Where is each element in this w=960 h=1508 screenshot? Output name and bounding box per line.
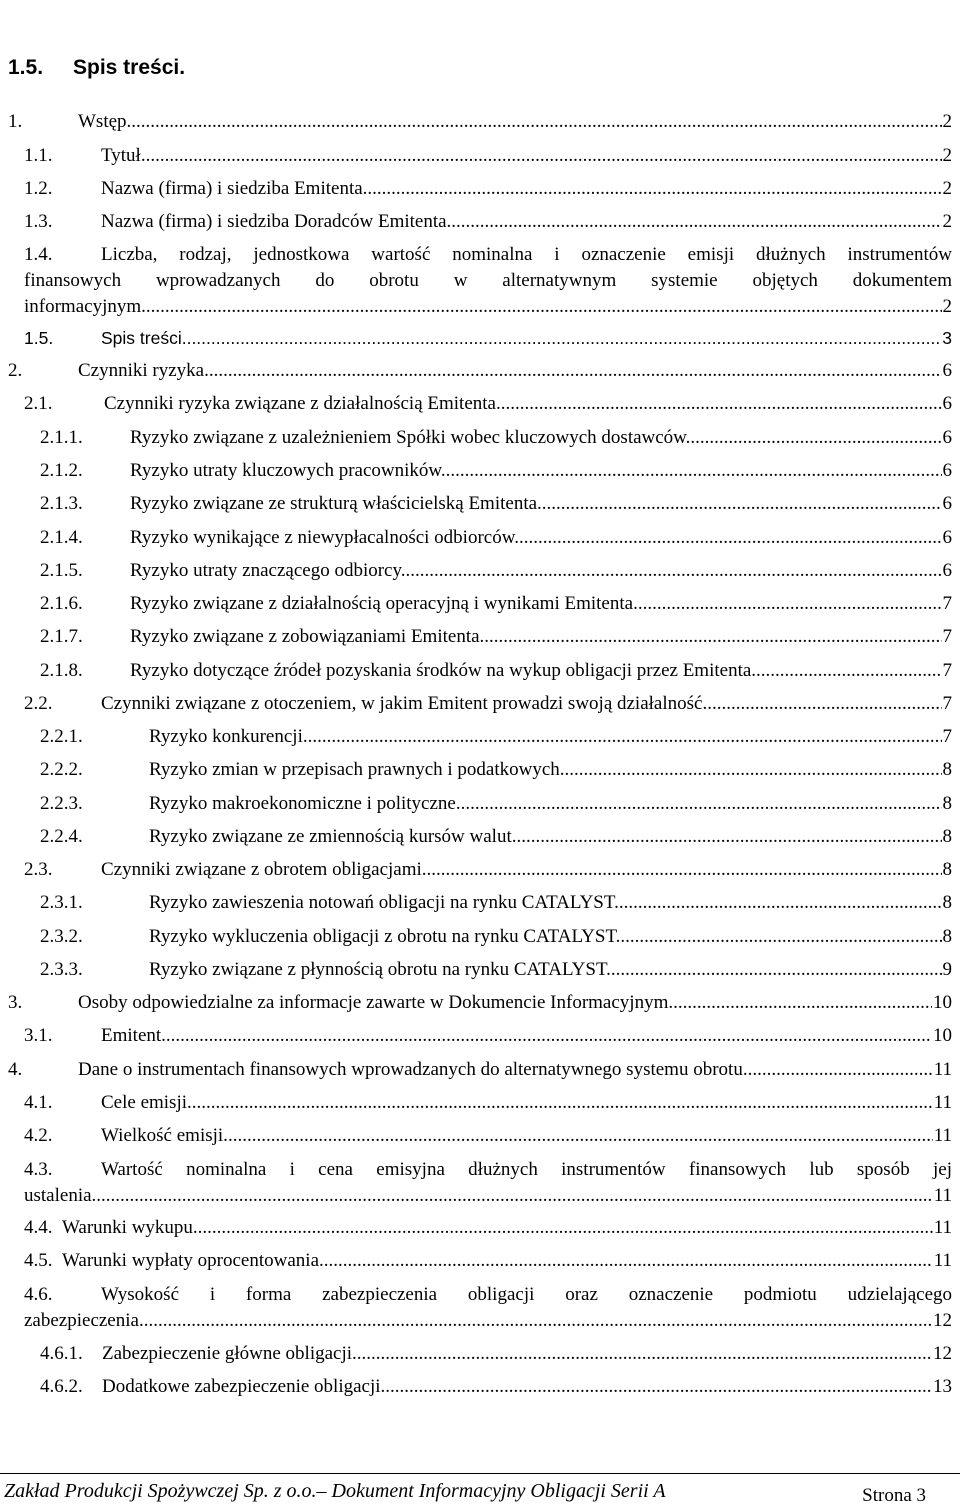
toc-leader — [748, 1058, 933, 1082]
toc-entry[interactable] — [24, 177, 952, 201]
toc-page: 7 — [942, 726, 952, 747]
toc-leader — [446, 459, 942, 483]
toc-page: 8 — [942, 926, 952, 947]
toc-number: 2.3.3. — [40, 959, 83, 980]
toc-entry[interactable] — [24, 210, 952, 234]
toc-leader — [192, 1091, 933, 1115]
toc-leader — [565, 758, 942, 782]
toc-number: 4.6. — [24, 1284, 53, 1305]
toc-title-line — [24, 1183, 952, 1209]
toc-title: Ryzyko dotyczące źródeł pozyskania środków na wykup obligacji przez Emitenta. — [130, 660, 757, 681]
toc-leader — [209, 359, 942, 383]
toc-leader — [96, 1183, 932, 1209]
toc-title: Tytuł. — [101, 145, 146, 166]
toc-title: Ryzyko związane ze strukturą właścicielską Emitenta. — [130, 493, 542, 514]
toc-page: 9 — [942, 959, 952, 980]
toc-title: Ryzyko związane z działalnością operacyjną i wynikami Emitenta. — [130, 593, 638, 614]
toc-leader — [367, 177, 941, 201]
footer-page-number: Strona 3 — [862, 1485, 926, 1506]
toc-number: 2.1.3. — [40, 493, 83, 514]
toc-entry[interactable] — [40, 559, 952, 583]
toc-number: 2.1.8. — [40, 660, 83, 681]
toc-title: Ryzyko związane z uzależnieniem Spółki wobec kluczowych dostawców. — [130, 427, 691, 448]
toc-page: 11 — [933, 1250, 952, 1271]
heading-number: 1.5. — [8, 56, 44, 79]
toc-title: Wstęp. — [78, 111, 132, 132]
toc-entry[interactable] — [8, 110, 952, 134]
toc-number: 2.1.5. — [40, 560, 83, 581]
toc-entry[interactable] — [40, 592, 952, 616]
toc-entry[interactable] — [40, 825, 952, 849]
toc-number: 2.1.6. — [40, 593, 83, 614]
toc-number: 2.3.2. — [40, 926, 83, 947]
toc-title: Ryzyko utraty kluczowych pracowników. — [130, 460, 446, 481]
toc-entry[interactable] — [40, 1342, 952, 1366]
toc-number: 2. — [8, 360, 23, 381]
toc-entry[interactable] — [24, 858, 952, 882]
toc-page: 2 — [942, 178, 952, 199]
toc-number: 4. — [8, 1059, 23, 1080]
toc-leader — [619, 891, 942, 915]
toc-number: 3.1. — [24, 1025, 53, 1046]
toc-title: Czynniki związane z obrotem obligacjami. — [101, 859, 427, 880]
toc-page: 7 — [942, 593, 952, 614]
toc-page: 8 — [942, 826, 952, 847]
toc-page: 13 — [933, 1376, 952, 1397]
toc-title: Ryzyko zmian w przepisach prawnych i podatkowych. — [149, 759, 565, 780]
toc-page: 8 — [942, 892, 952, 913]
toc-number: 2.2. — [24, 693, 53, 714]
toc-title-line: finansowych wprowadzanych do obrotu w alternatywnym systemie objętych dokumentem — [24, 270, 952, 291]
section-heading — [8, 56, 185, 80]
toc-title: Zabezpieczenie główne obligacji. — [102, 1343, 357, 1364]
toc-leader — [611, 958, 942, 982]
toc-leader — [198, 1216, 933, 1240]
toc-leader — [690, 426, 941, 450]
toc-title: Ryzyko związane z płynnością obrotu na rynku CATALYST. — [149, 959, 611, 980]
toc-title: Spis treści — [101, 328, 182, 348]
toc-number: 1.2. — [24, 178, 53, 199]
toc-entry[interactable] — [40, 758, 952, 782]
toc-page: 7 — [942, 660, 952, 681]
toc-number: 2.1. — [24, 393, 53, 414]
toc-page: 2 — [942, 296, 952, 317]
toc-title: Czynniki ryzyka. — [78, 360, 209, 381]
toc-entry[interactable] — [24, 1249, 952, 1273]
toc-leader — [228, 1124, 933, 1148]
toc-page: 11 — [933, 1059, 952, 1080]
toc-title: Nazwa (firma) i siedziba Emitenta. — [101, 178, 368, 199]
toc-entry[interactable] — [40, 925, 952, 949]
toc-number: 4.5. — [24, 1250, 53, 1271]
toc-number: 2.2.2. — [40, 759, 83, 780]
toc-title: informacyjnym. — [24, 296, 146, 317]
toc-title: Ryzyko zawieszenia notowań obligacji na rynku CATALYST. — [149, 892, 619, 913]
toc-entry[interactable] — [40, 492, 952, 516]
toc-number: 1. — [8, 111, 23, 132]
toc-page: 10 — [933, 992, 952, 1013]
toc-leader — [308, 725, 942, 749]
toc-number: 2.1.4. — [40, 527, 83, 548]
toc-page: 6 — [942, 527, 952, 548]
toc-entry[interactable] — [24, 1282, 952, 1334]
toc-page: 11 — [933, 1092, 952, 1113]
toc-leader — [501, 392, 942, 416]
toc-leader — [357, 1342, 932, 1366]
toc-number: 2.1.7. — [40, 626, 83, 647]
toc-title: ustalenia. — [24, 1185, 97, 1206]
toc-leader — [144, 1308, 932, 1334]
toc-number: 1.4. — [24, 244, 53, 265]
toc-page: 8 — [942, 759, 952, 780]
toc-leader — [166, 1024, 932, 1048]
toc-title: Wartość nominalna i cena emisyjna dłużnych instrumentów finansowych lub sposób jej — [101, 1159, 952, 1180]
toc-number: 2.1.1. — [40, 427, 83, 448]
toc-leader — [427, 858, 942, 882]
toc-title-line — [24, 1282, 952, 1308]
toc-title-line — [24, 1308, 952, 1334]
toc-title: Czynniki związane z otoczeniem, w jakim Emitent prowadzi swoją działalność. — [101, 693, 708, 714]
toc-page: 6 — [942, 493, 952, 514]
toc-entry[interactable] — [40, 659, 952, 683]
toc-number: 3. — [8, 992, 23, 1013]
toc-entry[interactable] — [24, 242, 952, 320]
toc-title-line — [24, 294, 952, 320]
toc-page: 7 — [942, 693, 952, 714]
toc-entry[interactable] — [40, 891, 952, 915]
toc-title: Ryzyko wynikające z niewypłacalności odbiorców. — [130, 527, 519, 548]
toc-entry[interactable] — [40, 725, 952, 749]
toc-page: 10 — [933, 1025, 952, 1046]
toc-leader — [517, 825, 942, 849]
toc-title: Emitent. — [101, 1025, 166, 1046]
toc-number: 2.1.2. — [40, 460, 83, 481]
heading-title: Spis treści. — [73, 56, 186, 79]
toc-entry[interactable] — [24, 326, 952, 350]
toc-page: 7 — [942, 626, 952, 647]
toc-entry[interactable] — [24, 1124, 952, 1148]
toc-title: Osoby odpowiedzialne za informacje zawarte w Dokumencie Informacyjnym. — [78, 992, 674, 1013]
toc-title: Ryzyko utraty znaczącego odbiorcy. — [130, 560, 406, 581]
toc-leader — [146, 144, 942, 168]
toc-entry[interactable] — [24, 144, 952, 168]
toc-leader — [131, 110, 941, 134]
toc-entry[interactable] — [40, 958, 952, 982]
toc-title: Wielkość emisji. — [101, 1125, 228, 1146]
toc-page: 6 — [942, 560, 952, 581]
toc-leader — [447, 210, 942, 234]
toc-page: 12 — [933, 1310, 952, 1331]
toc-page: 6 — [942, 427, 952, 448]
toc-entry[interactable] — [40, 459, 952, 483]
toc-entry[interactable] — [40, 526, 952, 550]
toc-leader — [542, 492, 942, 516]
toc-title-line — [24, 1157, 952, 1183]
toc-title: Czynniki ryzyka związane z działalnością Emitenta. — [104, 393, 501, 414]
toc-title-line — [24, 242, 952, 268]
toc-leader — [620, 925, 941, 949]
toc-title: Wysokość i forma zabezpieczenia obligacji oraz oznaczenie podmiotu udzielającego — [101, 1284, 952, 1305]
toc-title: Ryzyko konkurencji. — [149, 726, 308, 747]
toc-leader — [182, 326, 942, 350]
toc-page: 8 — [942, 859, 952, 880]
toc-page: 6 — [942, 393, 952, 414]
toc-entry[interactable] — [40, 792, 952, 816]
toc-page: 12 — [933, 1343, 952, 1364]
toc-leader — [406, 559, 942, 583]
toc-number: 2.2.3. — [40, 793, 83, 814]
toc-leader — [461, 792, 942, 816]
toc-page: 2 — [942, 211, 952, 232]
toc-entry[interactable] — [24, 1091, 952, 1115]
toc-entry[interactable] — [40, 625, 952, 649]
toc-page: 6 — [942, 460, 952, 481]
toc-entry[interactable] — [8, 359, 952, 383]
toc-number: 4.3. — [24, 1159, 53, 1180]
toc-title: Dane o instrumentach finansowych wprowadzanych do alternatywnego systemu obrotu. — [78, 1059, 748, 1080]
toc-title: Ryzyko makroekonomiczne i polityczne. — [149, 793, 461, 814]
toc-leader — [519, 526, 942, 550]
toc-leader — [756, 659, 941, 683]
toc-number: 1.1. — [24, 145, 53, 166]
toc-number: 2.2.4. — [40, 826, 83, 847]
toc-entry[interactable] — [8, 1058, 952, 1082]
toc-page: 2 — [942, 111, 952, 132]
toc-title: Nazwa (firma) i siedziba Doradców Emitenta — [101, 211, 447, 232]
toc-page: 11 — [933, 1185, 952, 1206]
toc-number: 4.6.1. — [40, 1343, 83, 1364]
toc-entry[interactable] — [24, 1216, 952, 1240]
toc-number: 1.5. — [24, 328, 54, 348]
toc-number: 4.2. — [24, 1125, 53, 1146]
toc-entry[interactable] — [40, 426, 952, 450]
footer-divider — [0, 1473, 960, 1474]
toc-page: 8 — [942, 793, 952, 814]
toc-leader — [385, 1375, 932, 1399]
toc-entry[interactable] — [24, 1157, 952, 1209]
toc-title: Liczba, rodzaj, jednostkowa wartość nominalna i oznaczenie emisji dłużnych instrumentów — [101, 244, 952, 265]
toc-number: 4.4. — [24, 1217, 53, 1238]
toc-title: Ryzyko związane z zobowiązaniami Emitenta. — [130, 626, 485, 647]
toc-leader — [707, 692, 941, 716]
toc-number: 4.6.2. — [40, 1376, 83, 1397]
toc-leader — [673, 991, 932, 1015]
toc-entry[interactable] — [8, 991, 952, 1015]
footer-document-title: Zakład Produkcji Spożywczej Sp. z o.o.– Dokument Informacyjny Obligacji Serii A — [4, 1480, 666, 1502]
toc-title: Cele emisji. — [101, 1092, 192, 1113]
toc-number: 2.3. — [24, 859, 53, 880]
toc-leader — [484, 625, 941, 649]
toc-title: Ryzyko wykluczenia obligacji z obrotu na rynku CATALYST. — [149, 926, 621, 947]
toc-page: 11 — [933, 1125, 952, 1146]
toc-entry[interactable] — [40, 1375, 952, 1399]
toc-entry[interactable] — [24, 1024, 952, 1048]
toc-title: zabezpieczenia. — [24, 1310, 144, 1331]
toc-leader — [146, 294, 942, 320]
toc-entry[interactable] — [24, 692, 952, 716]
toc-leader — [324, 1249, 933, 1273]
toc-number: 1.3. — [24, 211, 53, 232]
toc-page: 2 — [942, 145, 952, 166]
toc-number: 4.1. — [24, 1092, 53, 1113]
toc-title: Ryzyko związane ze zmiennością kursów walut. — [149, 826, 517, 847]
toc-title: Warunki wykupu. — [62, 1217, 198, 1238]
toc-title: Warunki wypłaty oprocentowania. — [62, 1250, 324, 1271]
toc-leader — [638, 592, 942, 616]
toc-page: 6 — [942, 360, 952, 381]
toc-page: 11 — [933, 1217, 952, 1238]
toc-title: Dodatkowe zabezpieczenie obligacji. — [102, 1376, 386, 1397]
toc-number: 2.2.1. — [40, 726, 83, 747]
toc-entry[interactable] — [24, 392, 952, 416]
toc-number: 2.3.1. — [40, 892, 83, 913]
toc-page: 3 — [942, 328, 952, 348]
